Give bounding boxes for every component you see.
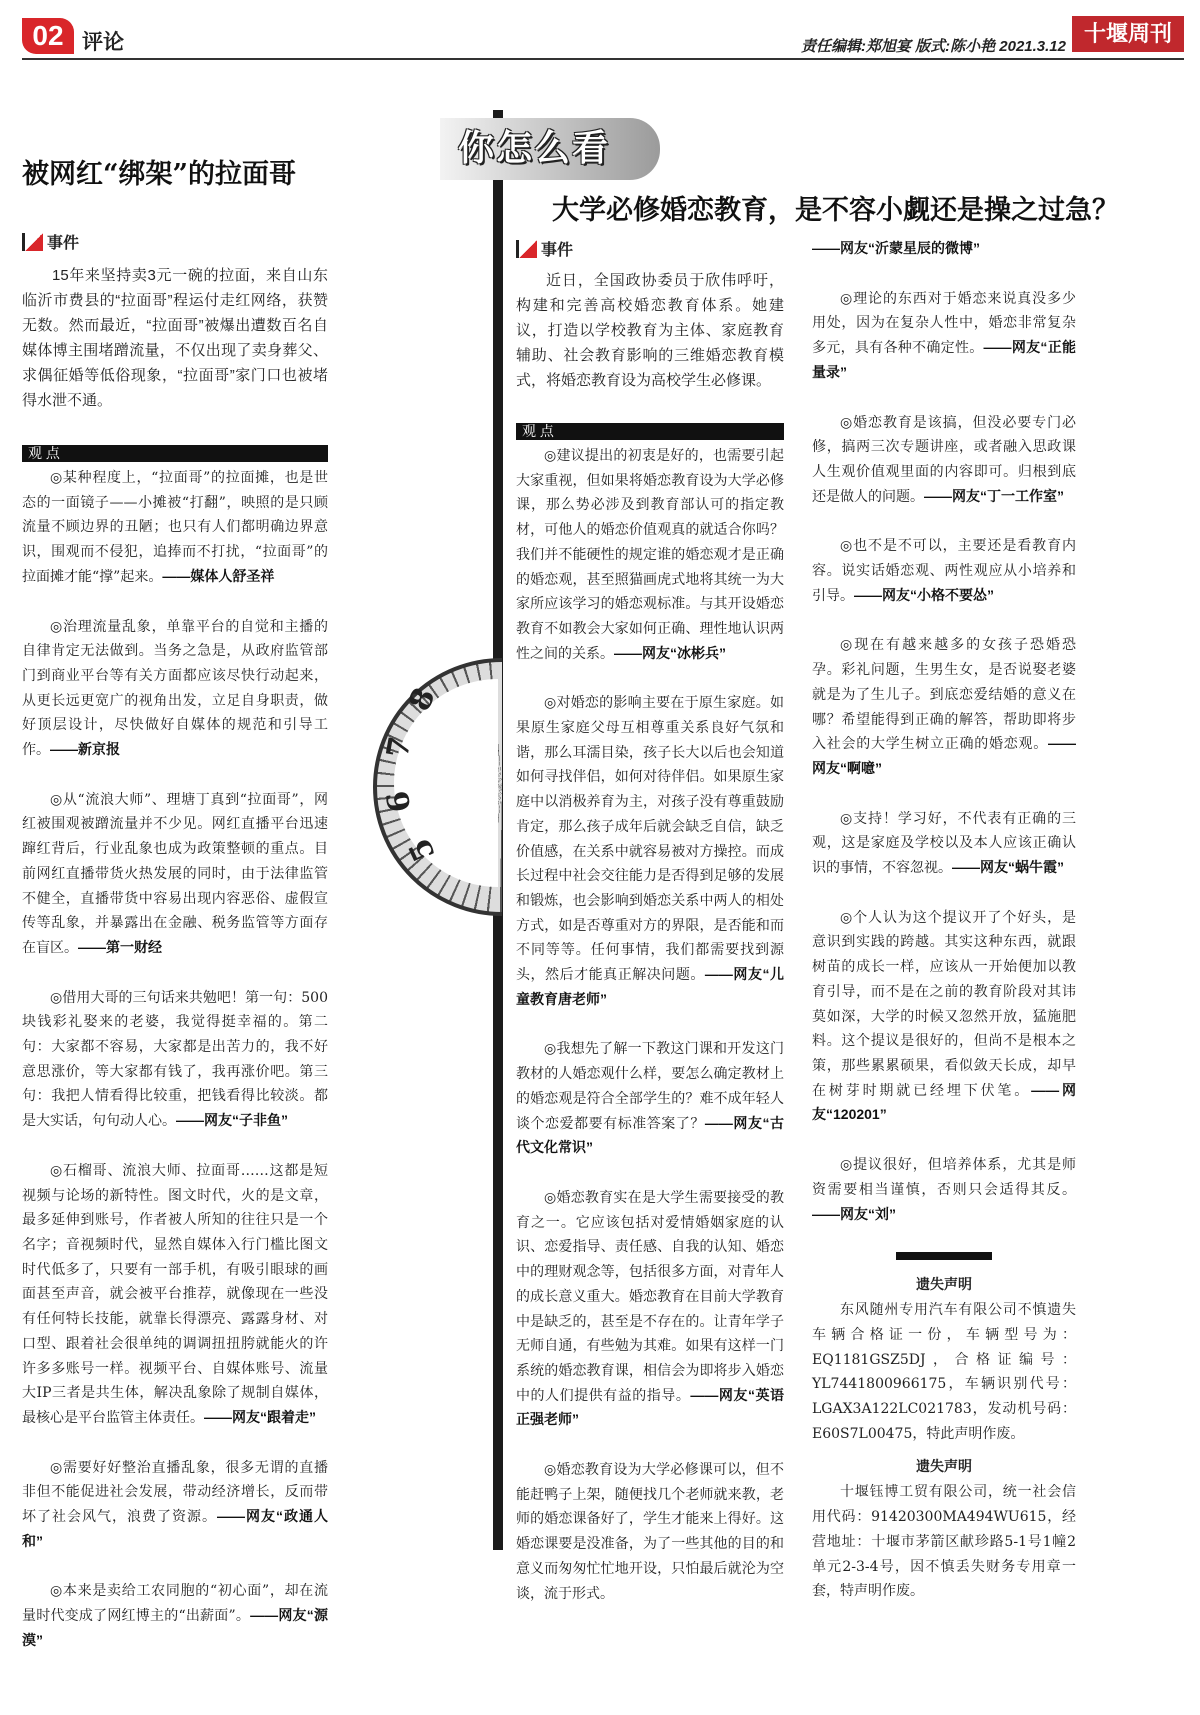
views-bar: 观 点	[22, 445, 328, 462]
opinion	[812, 534, 1076, 608]
opinion-text: ◎个人认为这个提议开了个好头，是意识到实践的跨越。其实这种东西，就跟树苗的成长一样，应该从一开始便加以教育引导，而不是在之前的教育阶段对其讳莫如深，大学的时候又忽然开放，猛施肥料。这个提议是很好的，但尚不是根本之策，那些累累硕果，看似敛天长成，却早在树芽时期就已经埋下伏笔。	[812, 909, 1076, 1099]
left-headline: 被网红“绑架”的拉面哥	[22, 159, 297, 190]
opinion-text: ◎婚恋教育是该搞，但没必要专门必修，搞两三次专题讲座，或者融入思政课人生观价值观里面的内容即可。归根到底还是做人的问题。	[812, 414, 1076, 505]
event-lead: 15年来坚持卖3元一碗的拉面，来自山东临沂市费县的“拉面哥”程运付走红网络，获赞无数。然而最近，“拉面哥”被爆出遭数百名自媒体博主围堵蹭流量，不仅出现了卖身葬父、求偶征婚等低俗现象，“拉面哥”家门口也被堵得水泄不通。	[22, 267, 328, 409]
dial-number: 7	[380, 734, 419, 761]
opinion-source: ——网友“子非鱼”	[176, 1112, 288, 1129]
right-headline: 大学必修婚恋教育，是不容小觑还是操之过急？	[552, 195, 1119, 226]
opinion-source: ——网友“正能量录”	[812, 339, 1077, 380]
opinion	[516, 1458, 784, 1606]
opinion	[812, 287, 1076, 386]
notice-title: 遗失声明	[916, 1276, 972, 1293]
opinion	[812, 807, 1076, 881]
editor-credits: 责任编辑:郑旭宴 版式:陈小艳 2021.3.12	[800, 38, 1066, 55]
opinion-text: ◎支持！学习好，不代表有正确的三观，这是家庭及学校以及本人应该正确认识的事情，不容忽视。	[812, 810, 1076, 877]
opinion-source: ——网友“沂蒙星辰的微博”	[812, 240, 980, 256]
notice-divider	[896, 1252, 992, 1260]
opinion	[22, 466, 328, 590]
opinion-text: ◎需要好好整治直播乱象，很多无谓的直播非但不能促进社会发展，带动经济增长，反而带坏了社会风气，浪费了资源。	[22, 1459, 328, 1526]
opinion	[22, 986, 328, 1134]
opinion-source: ——第一财经	[78, 938, 162, 955]
opinion-text: ◎从“流浪大师”、理塘丁真到“拉面哥”，网红被围观被蹭流量并不少见。网红直播平台迅速蹿红背后，行业乱象也成为政策整顿的重点。目前网红直播带货火热发展的同时，由于法律监管不健全，直播带货中容易出现内容恶俗、虚假宣传等乱象，并暴露出在金融、税务监管等方面存在盲区。	[22, 791, 328, 956]
opinion-source: ——网友“跟着走”	[204, 1408, 316, 1425]
opinion-text: ◎现在有越来越多的女孩子恐婚恐孕。彩礼问题，生男生女，是否说娶老婆就是为了生儿子。到底恋爱结婚的意义在哪？希望能得到正确的解答，帮助即将步入社会的大学生树立正确的婚恋观。	[812, 637, 1076, 753]
opinion-source: ——网友“英语正强老师”	[516, 1386, 785, 1428]
page-number: 02	[22, 18, 74, 54]
middle-column	[516, 237, 784, 1631]
section-title: 评论	[82, 31, 124, 54]
brand-logo: 十堰周刊	[1072, 16, 1184, 52]
event-lead: 近日，全国政协委员于欣伟呼吁，构建和完善高校婚恋教育体系。她建议，打造以学校教育为主体、家庭教育辅助、社会教育影响的三维婚恋教育模式，将婚恋教育设为高校学生必修课。	[516, 272, 784, 389]
opinion-source: ——网友“啊噫”	[812, 735, 1076, 776]
opinion	[812, 411, 1076, 510]
views-bar: 观 点	[516, 423, 784, 440]
opinion	[516, 444, 784, 666]
opinion-source: ——网友“丁一工作室”	[924, 487, 1064, 504]
opinion-text: ◎婚恋教育设为大学必修课可以，但不能赶鸭子上架，随便找几个老师就来教，老师的婚恋课备好了，学生才能来上得好。这婚恋课要是没准备，为了一些其他的目的和意义而匆匆忙忙地开设，只怕最后就沦为空谈，流于形式。	[516, 1462, 784, 1602]
event-tag	[22, 230, 328, 253]
opinion	[516, 1186, 784, 1433]
opinion-text: ◎理论的东西对于婚恋来说真没多少用处，因为在复杂人性中，婚恋非常复杂多元，具有各种不确定性。	[812, 290, 1076, 357]
dial-number: 6	[380, 788, 419, 815]
opinion	[22, 615, 328, 763]
opinion-text: ◎治理流量乱象，单靠平台的自觉和主播的自律肯定无法做到。当务之急是，从政府监管部门到商业平台等有关方面都应该尽快行动起来，从更长远更宽广的视角出发，立足自身职责，做好顶层设计，尽快做好自媒体的规范和引导工作。	[22, 618, 328, 759]
opinion	[22, 1456, 328, 1555]
notice-body: 十堰钰博工贸有限公司，统一社会信用代码：91420300MA494WU615，经营地址：十堰市茅箭区献珍路5-1号1幢2单元2-3-4号，因不慎丢失财务专用章一套，特声明作废。	[812, 1484, 1076, 1600]
opinion-text: ◎婚恋教育实在是大学生需要接受的教育之一。它应该包括对爱情婚姻家庭的认识、恋爱指导、责任感、自我的认知、婚恋中的理财观念等，包括很多方面，对青年人的成长意义重大。婚恋教育在目前大学教育中是缺乏的，甚至是不存在的。让青年学子无师自通，有些勉为其难。如果有这样一门系统的婚恋教育课，相信会为即将步入婚恋中的人们提供有益的指导。	[516, 1189, 784, 1404]
header-rule	[22, 58, 1184, 60]
opinion-source: ——网友“古代文化常识”	[516, 1114, 785, 1156]
opinion	[22, 788, 328, 961]
opinion-text: ◎借用大哥的三句话来共勉吧！第一句：500块钱彩礼娶来的老婆，我觉得挺幸福的。第二句：大家都不容易，大家都是出苦力的，我不好意思涨价，等大家都有钱了，我再涨价吧。第三句：我把人情看得比较重，把钱看得比较淡。都是大实话，句句动人心。	[22, 989, 328, 1130]
opinion-text: ◎石榴哥、流浪大师、拉面哥……这都是短视频与论场的新特性。图文时代，火的是文章，最多延伸到账号，作者被人所知的往往只是一个名字；音视频时代，显然自媒体入行门槛比图文时代低多了，只要有一部手机，有吸引眼球的画面甚至声音，就会被平台推荐，就像现在一些没有任何特长技能，就靠长得漂亮、露露身材、对口型、跟着社会很单纯的调调扭扭胯就能火的许许多多账号一样。视频平台、自媒体账号、流量大IP三者是共生体，解决乱象除了规制自媒体，最核心是平台监管主体责任。	[22, 1162, 328, 1426]
notice-title: 遗失声明	[916, 1458, 972, 1475]
opinion	[516, 691, 784, 1012]
event-label: 事件	[47, 235, 80, 252]
opinion-text: ◎对婚恋的影响主要在于原生家庭。如果原生家庭父母互相尊重关系良好气氛和谐，那么耳濡目染，孩子长大以后也会知道如何寻找伴侣，如何对待伴侣。如果原生家庭中以消极养育为主，对孩子没有尊重鼓励肯定，那么孩子成年后就会缺乏自信，缺乏价值感，在关系中就容易被对方操控。而成长过程中社会交往能力是否得到足够的发展和锻炼，也会影响到婚恋关系中两人的相处方式，如是否尊重对方的界限，是否能和而不同等等。任何事情，我们都需要找到源头，然后才能真正解决问题。	[516, 695, 784, 984]
banner-title: 你怎么看	[458, 127, 611, 169]
opinion-source: ——网友“蜗牛霞”	[952, 859, 1064, 876]
opinion	[22, 1579, 328, 1653]
right-column	[812, 237, 1076, 1614]
opinion-source: ——媒体人舒圣祥	[162, 567, 275, 584]
dial-number: 5	[402, 832, 443, 867]
opinion-text: ◎某种程度上，“拉面哥”的拉面摊，也是世态的一面镜子——小摊被“打翻”，映照的是只顾流量不顾边界的丑陋；也只有人们都明确边界意识，围观而不侵犯，追捧而不打扰，“拉面哥”的拉面摊才能“撑”起来。	[22, 470, 328, 585]
opinion	[812, 633, 1076, 781]
notice-body: 东风随州专用汽车有限公司不慎遗失车辆合格证一份，车辆型号为：EQ1181GSZ5DJ，合格证编号：YL7441800966175，车辆识别代号：LGAX3A122LC021783，发动机号码：E60S7L00475，特此声明作废。	[812, 1302, 1076, 1442]
opinion-source: ——新京报	[50, 741, 120, 758]
opinion-source: ——网友“冰彬兵”	[614, 644, 726, 661]
opinion-source: ——网友“政通人和”	[22, 1508, 328, 1549]
dial-number: 8	[402, 682, 443, 717]
opinion	[516, 1037, 784, 1161]
flag-icon	[516, 240, 537, 258]
opinion-source: ——网友“120201”	[812, 1081, 1077, 1123]
flag-icon	[22, 233, 43, 251]
opinion-continued	[812, 237, 1076, 262]
event-tag	[516, 237, 784, 260]
opinion-source: ——网友“儿童教育唐老师”	[516, 966, 785, 1007]
opinion-source: ——网友“刘”	[812, 1205, 896, 1222]
opinion-text: ◎建议提出的初衷是好的，也需要引起大家重视，但如果将婚恋教育设为大学必修课，那么势必涉及到教育部认可的指定教材，可他人的婚恋价值观真的就适合你吗？我们并不能硬性的规定谁的婚恋观才是正确的婚恋观，甚至照猫画虎式地将其统一为大家所应该学习的婚恋观标准。与其开设婚恋教育不如教会大家如何正确、理性地认识两性之间的关系。	[516, 448, 784, 662]
opinion-source: ——网友“源漠”	[22, 1607, 328, 1648]
opinion-text: ◎我想先了解一下教这门课和开发这门教材的人婚恋观什么样，要怎么确定教材上的婚恋观是符合全部学生的？难不成年轻人谈个恋爱都要有标准答案了？	[516, 1041, 784, 1132]
opinion-text: ◎本来是卖给工农同胞的“初心面”，却在流量时代变成了网红博主的“出薪面”。	[22, 1583, 328, 1625]
opinion	[812, 906, 1076, 1128]
opinion	[812, 1153, 1076, 1227]
event-label: 事件	[541, 242, 574, 259]
page-header	[0, 0, 1200, 60]
opinion	[22, 1159, 328, 1431]
opinion-source: ——网友“小格不要怂”	[854, 586, 994, 603]
opinion-text: ◎提议很好，但培养体系，尤其是师资需要相当谨慎，否则只会适得其反。	[812, 1157, 1076, 1198]
opinion-text: ◎也不是不可以，主要还是看教育内容。说实话婚恋观、两性观应从小培养和引导。	[812, 538, 1076, 604]
left-column	[22, 230, 328, 1679]
